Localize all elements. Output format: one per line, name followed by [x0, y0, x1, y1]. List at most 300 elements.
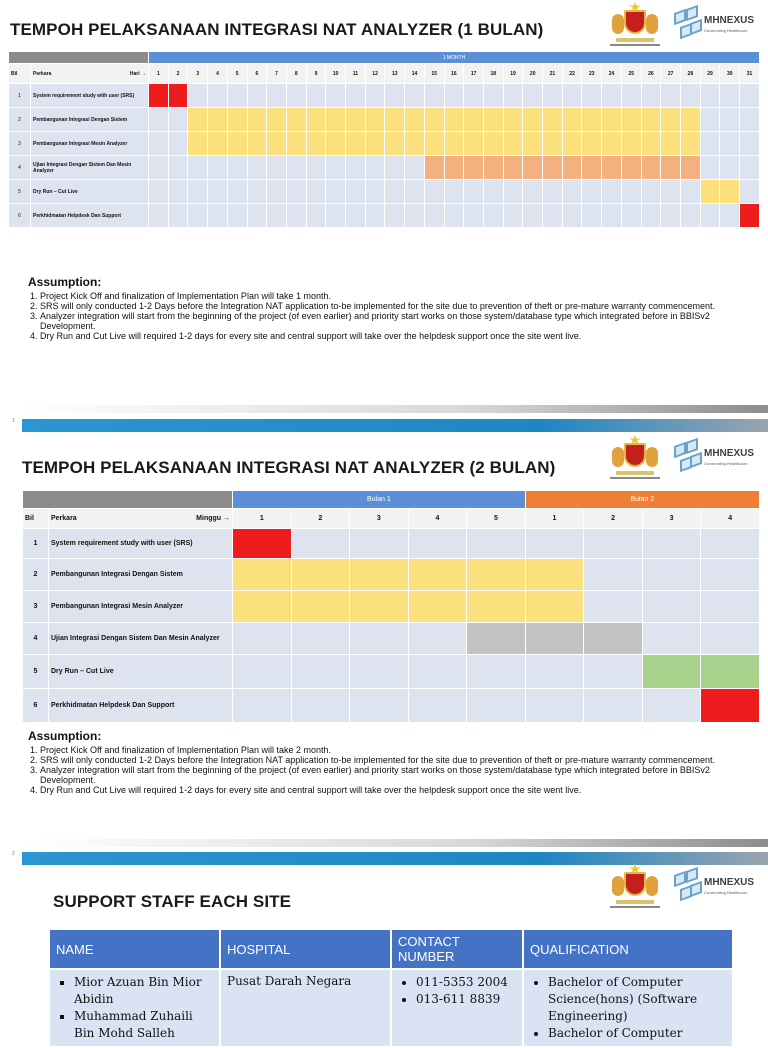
day-header: 24: [602, 64, 622, 84]
table-row: [9, 132, 760, 156]
gantt-cell: [326, 156, 346, 180]
gantt-cell: [584, 689, 643, 723]
gantt-cell: [642, 623, 701, 655]
gantt-bar-cell: [346, 108, 366, 132]
gantt-cell: [525, 529, 584, 559]
slide-1-title: TEMPOH PELAKSANAAN INTEGRASI NAT ANALYZER (1 BULAN): [10, 20, 544, 39]
support-staff-table: [48, 928, 734, 1048]
gantt-cell: [562, 180, 582, 204]
gantt-table-2month: [22, 490, 760, 723]
col-header-qualification: QUALIFICATION: [523, 929, 733, 969]
gantt-bar-cell: [291, 559, 350, 591]
gantt-cell: [680, 84, 700, 108]
gantt-cell: [149, 132, 169, 156]
gantt-bar-cell: [503, 156, 523, 180]
week-header: 3: [642, 509, 701, 529]
gantt-cell: [247, 156, 267, 180]
assumption-item: 2. SRS will only conducted 1-2 Days before the Integration NAT application to-be implemented for the site due to prevention of theft or pre-mature warranty commencement.: [40, 755, 738, 765]
gantt-cell: [405, 204, 425, 228]
assumption-block-2: [28, 729, 738, 795]
gantt-bar-cell: [503, 132, 523, 156]
staff-name: ▪ Mior Azuan Bin Mior Abidin: [74, 974, 213, 1008]
gantt-bar-cell: [350, 591, 409, 623]
task-name: Perkhidmatan Helpdesk Dan Support: [49, 689, 233, 723]
mhnexus-cube-icon: [672, 869, 702, 907]
gantt-bar-cell: [543, 132, 563, 156]
gantt-cell: [326, 180, 346, 204]
gantt-bar-cell: [247, 108, 267, 132]
day-header: 19: [503, 64, 523, 84]
gantt-bar-cell: [621, 156, 641, 180]
task-number: 4: [9, 156, 31, 180]
gantt-cell: [483, 204, 503, 228]
gantt-bar-cell: [286, 108, 306, 132]
assumption-block-1: [28, 275, 738, 341]
gantt-cell: [385, 180, 405, 204]
gantt-cell: [483, 84, 503, 108]
task-number: 6: [23, 689, 49, 723]
day-header: 25: [621, 64, 641, 84]
gantt-bar-cell: [582, 156, 602, 180]
gantt-cell: [582, 204, 602, 228]
gantt-cell: [405, 156, 425, 180]
table-row: [9, 108, 760, 132]
cell-contacts: [391, 969, 523, 1047]
gantt-cell: [424, 180, 444, 204]
gantt-cell: [365, 180, 385, 204]
gantt-bar-cell: [661, 156, 681, 180]
gantt-cell: [562, 84, 582, 108]
table-row: [9, 180, 760, 204]
task-name: Dry Run – Cut Live: [31, 180, 149, 204]
table-row: [23, 559, 760, 591]
gantt-cell: [701, 529, 760, 559]
day-header: 29: [700, 64, 720, 84]
gantt-cell: [286, 84, 306, 108]
gantt-cell: [720, 108, 740, 132]
gantt-cell: [740, 108, 760, 132]
gantt-cell: [464, 84, 484, 108]
gantt-bar-cell: [326, 132, 346, 156]
gantt-cell: [621, 204, 641, 228]
task-name: Pembangunan Integrasi Dengan Sistem: [49, 559, 233, 591]
gantt-bar-cell: [525, 591, 584, 623]
gantt-cell: [641, 204, 661, 228]
task-number: 1: [23, 529, 49, 559]
task-number: 2: [23, 559, 49, 591]
task-name: Pembangunan Integrasi Dengan Sistem: [31, 108, 149, 132]
gantt-cell: [467, 689, 526, 723]
gantt-cell: [385, 84, 405, 108]
assumption-item: 2. SRS will only conducted 1-2 Days before the Integration NAT application to-be implemented for the site due to prevention of theft or pre-mature warranty commencement.: [40, 301, 738, 311]
gantt-bar-cell: [602, 108, 622, 132]
gantt-cell: [720, 156, 740, 180]
day-header: 18: [483, 64, 503, 84]
gantt-bar-cell: [350, 559, 409, 591]
slide-divider-bar: [22, 852, 768, 865]
gantt-bar-cell: [543, 156, 563, 180]
gantt-bar-cell: [602, 156, 622, 180]
cell-names: [49, 969, 220, 1047]
gantt-cell: [188, 84, 208, 108]
mhnexus-name: MHNEXUS: [704, 448, 755, 459]
assumption-heading: Assumption:: [28, 729, 102, 743]
gantt-bar-cell: [582, 132, 602, 156]
col-perkara-label: Perkara: [51, 515, 77, 522]
gantt-cell: [286, 180, 306, 204]
gantt-bar-cell: [602, 132, 622, 156]
day-header: 3: [188, 64, 208, 84]
header-blank: [9, 52, 149, 64]
gantt-bar-cell: [408, 591, 467, 623]
assumption-list: [28, 745, 738, 795]
gantt-cell: [385, 156, 405, 180]
gantt-bar-cell: [701, 689, 760, 723]
gantt-cell: [641, 84, 661, 108]
col-header-hospital: HOSPITAL: [220, 929, 391, 969]
gantt-bar-cell: [365, 132, 385, 156]
gantt-cell: [701, 559, 760, 591]
col-header-contact: CONTACT NUMBER: [391, 929, 523, 969]
gantt-cell: [233, 623, 292, 655]
task-number: 5: [23, 655, 49, 689]
gantt-bar-cell: [267, 132, 287, 156]
gantt-cell: [543, 204, 563, 228]
day-header: 15: [424, 64, 444, 84]
gantt-bar-cell: [680, 156, 700, 180]
gantt-cell: [168, 132, 188, 156]
gantt-bar-cell: [267, 108, 287, 132]
gantt-cell: [584, 529, 643, 559]
gantt-bar-cell: [306, 132, 326, 156]
gantt-bar-cell: [385, 132, 405, 156]
week-header: 4: [408, 509, 467, 529]
week-header: 3: [350, 509, 409, 529]
day-header: 17: [464, 64, 484, 84]
assumption-item: 4. Dry Run and Cut Live will required 1-2 days for every site and central support will take over the helpdesk support once the site went live.: [40, 331, 738, 341]
gantt-cell: [523, 204, 543, 228]
gantt-bar-cell: [149, 84, 169, 108]
gantt-bar-cell: [464, 156, 484, 180]
mhnexus-tagline: Connecting Healthcare: [704, 461, 748, 466]
gantt-cell: [584, 655, 643, 689]
gantt-cell: [306, 84, 326, 108]
task-number: 6: [9, 204, 31, 228]
gantt-bar-cell: [562, 108, 582, 132]
gantt-cell: [247, 180, 267, 204]
qualification: • Bachelor of Computer: [548, 1025, 726, 1042]
col-header-name: NAME: [49, 929, 220, 969]
mhnexus-logo: [672, 440, 754, 478]
gantt-cell: [720, 132, 740, 156]
gantt-bar-cell: [582, 108, 602, 132]
table-row: [49, 969, 733, 1047]
day-header: 10: [326, 64, 346, 84]
gantt-bar-cell: [642, 655, 701, 689]
gantt-bar-cell: [701, 655, 760, 689]
gantt-bar-cell: [424, 156, 444, 180]
gantt-cell: [188, 204, 208, 228]
gantt-cell: [365, 84, 385, 108]
header-blank: [23, 491, 233, 509]
gantt-cell: [444, 84, 464, 108]
gantt-cell: [701, 591, 760, 623]
gantt-bar-cell: [523, 132, 543, 156]
gantt-bar-cell: [233, 559, 292, 591]
gantt-cell: [168, 108, 188, 132]
assumption-list: [28, 291, 738, 341]
malaysia-crest-icon: [606, 866, 664, 910]
gantt-cell: [424, 84, 444, 108]
mhnexus-logo: [672, 7, 754, 45]
gantt-cell: [621, 84, 641, 108]
day-header: 7: [267, 64, 287, 84]
gantt-cell: [208, 204, 228, 228]
gantt-bar-cell: [408, 559, 467, 591]
gantt-cell: [291, 623, 350, 655]
gantt-cell: [700, 132, 720, 156]
gantt-header-row: [9, 52, 760, 64]
day-header: 1: [149, 64, 169, 84]
gantt-bar-cell: [208, 132, 228, 156]
gantt-bar-cell: [562, 156, 582, 180]
gantt-cell: [661, 204, 681, 228]
gantt-cell: [405, 180, 425, 204]
day-header: 5: [227, 64, 247, 84]
mhnexus-name: MHNEXUS: [704, 877, 755, 888]
gantt-bar-cell: [483, 132, 503, 156]
task-name: Ujian Integrasi Dengan Sistem Dan Mesin Analyzer: [31, 156, 149, 180]
gantt-cell: [642, 591, 701, 623]
gantt-cell: [227, 156, 247, 180]
day-header: 21: [543, 64, 563, 84]
gantt-cell: [227, 180, 247, 204]
task-number: 2: [9, 108, 31, 132]
gantt-column-row: [9, 64, 760, 84]
gantt-bar-cell: [523, 108, 543, 132]
gantt-cell: [467, 655, 526, 689]
task-number: 3: [9, 132, 31, 156]
gantt-cell: [306, 180, 326, 204]
table-row: [23, 623, 760, 655]
gantt-cell: [227, 204, 247, 228]
gantt-cell: [188, 180, 208, 204]
table-row: [23, 689, 760, 723]
gantt-cell: [208, 156, 228, 180]
gantt-column-row: [23, 509, 760, 529]
gantt-bar-cell: [233, 529, 292, 559]
gantt-cell: [740, 132, 760, 156]
gantt-bar-cell: [306, 108, 326, 132]
gantt-bar-cell: [720, 180, 740, 204]
gantt-cell: [350, 529, 409, 559]
gantt-cell: [227, 84, 247, 108]
gantt-cell: [641, 180, 661, 204]
gantt-cell: [408, 655, 467, 689]
assumption-heading: Assumption:: [28, 275, 102, 289]
task-number: 1: [9, 84, 31, 108]
gantt-cell: [408, 689, 467, 723]
gantt-cell: [602, 84, 622, 108]
gantt-bar-cell: [444, 108, 464, 132]
gantt-cell: [188, 156, 208, 180]
gantt-cell: [503, 84, 523, 108]
gantt-bar-cell: [661, 108, 681, 132]
gantt-cell: [149, 180, 169, 204]
cell-hospital: Pusat Darah Negara: [220, 969, 391, 1047]
gantt-cell: [365, 156, 385, 180]
gantt-cell: [306, 156, 326, 180]
gantt-cell: [168, 180, 188, 204]
gantt-cell: [444, 180, 464, 204]
malaysia-crest-icon: [606, 4, 664, 48]
gantt-bar-cell: [700, 180, 720, 204]
period-label: 1 MONTH: [149, 52, 760, 64]
gantt-cell: [291, 655, 350, 689]
mhnexus-name: MHNEXUS: [704, 15, 755, 26]
day-header: 9: [306, 64, 326, 84]
gantt-cell: [700, 108, 720, 132]
gantt-cell: [523, 180, 543, 204]
gantt-bar-cell: [523, 156, 543, 180]
gantt-cell: [467, 529, 526, 559]
task-number: 3: [23, 591, 49, 623]
day-header: 31: [740, 64, 760, 84]
gantt-cell: [584, 591, 643, 623]
logo-group: [606, 437, 754, 481]
gantt-cell: [365, 204, 385, 228]
day-header: 22: [562, 64, 582, 84]
gantt-cell: [582, 84, 602, 108]
gantt-cell: [267, 180, 287, 204]
gantt-bar-cell: [483, 156, 503, 180]
week-header: 1: [233, 509, 292, 529]
gantt-cell: [149, 156, 169, 180]
col-perkara: [49, 509, 233, 529]
assumption-item: 4. Dry Run and Cut Live will required 1-2 days for every site and central support will take over the helpdesk support once the site went live.: [40, 785, 738, 795]
col-hari-label: Hari →: [129, 70, 146, 77]
task-name: System requirement study with user (SRS): [49, 529, 233, 559]
gantt-cell: [582, 180, 602, 204]
gantt-cell: [700, 156, 720, 180]
gantt-cell: [602, 204, 622, 228]
gantt-cell: [700, 84, 720, 108]
gantt-bar-cell: [464, 132, 484, 156]
table-row: [9, 84, 760, 108]
gantt-cell: [350, 689, 409, 723]
gantt-cell: [267, 156, 287, 180]
gantt-bar-cell: [424, 108, 444, 132]
gantt-cell: [408, 529, 467, 559]
gantt-cell: [286, 156, 306, 180]
gantt-cell: [233, 689, 292, 723]
day-header: 2: [168, 64, 188, 84]
gantt-cell: [621, 180, 641, 204]
gantt-cell: [523, 84, 543, 108]
gantt-cell: [503, 204, 523, 228]
gantt-bar-cell: [227, 108, 247, 132]
gantt-cell: [503, 180, 523, 204]
week-header: 2: [291, 509, 350, 529]
week-header: 1: [525, 509, 584, 529]
gantt-cell: [149, 204, 169, 228]
malaysia-crest-icon: [606, 437, 664, 481]
col-perkara: [31, 64, 149, 84]
qualification: • Bachelor of Computer Science(hons) (Software Engineering): [548, 974, 726, 1025]
gantt-cell: [543, 84, 563, 108]
staff-name: ▪ Muhammad Zuhaili Bin Mohd Salleh: [74, 1008, 213, 1042]
table-row: [9, 156, 760, 180]
gantt-cell: [267, 204, 287, 228]
contact-number: • 011-5353 2004: [416, 974, 516, 991]
gantt-table-1month: [8, 51, 760, 228]
gantt-bar-cell: [444, 156, 464, 180]
day-header: 12: [365, 64, 385, 84]
gantt-cell: [740, 84, 760, 108]
gantt-bar-cell: [621, 108, 641, 132]
gantt-cell: [346, 84, 366, 108]
gantt-bar-cell: [467, 559, 526, 591]
mhnexus-tagline: Connecting Healthcare: [704, 28, 748, 33]
gantt-bar-cell: [641, 132, 661, 156]
gantt-cell: [680, 180, 700, 204]
task-name: Pembangunan Integrasi Mesin Analyzer: [31, 132, 149, 156]
gantt-bar-cell: [503, 108, 523, 132]
gantt-cell: [525, 655, 584, 689]
logo-group: [606, 866, 754, 910]
task-name: System requirement study with user (SRS): [31, 84, 149, 108]
col-bil: Bil: [23, 509, 49, 529]
gantt-cell: [291, 529, 350, 559]
gantt-cell: [247, 84, 267, 108]
slide-divider-top: [22, 839, 768, 847]
gantt-bar-cell: [188, 108, 208, 132]
mhnexus-tagline: Connecting Healthcare: [704, 890, 748, 895]
mhnexus-cube-icon: [672, 440, 702, 478]
gantt-cell: [444, 204, 464, 228]
gantt-cell: [405, 84, 425, 108]
day-header: 26: [641, 64, 661, 84]
col-perkara-label: Perkara: [33, 70, 52, 77]
gantt-bar-cell: [326, 108, 346, 132]
gantt-bar-cell: [584, 623, 643, 655]
week-header: 2: [584, 509, 643, 529]
day-header: 27: [661, 64, 681, 84]
assumption-item: 1. Project Kick Off and finalization of Implementation Plan will take 1 month.: [40, 291, 738, 301]
gantt-cell: [642, 559, 701, 591]
gantt-cell: [464, 204, 484, 228]
gantt-cell: [602, 180, 622, 204]
gantt-cell: [208, 84, 228, 108]
gantt-cell: [700, 204, 720, 228]
day-header: 4: [208, 64, 228, 84]
gantt-cell: [584, 559, 643, 591]
table-row: [23, 591, 760, 623]
col-minggu-label: Minggu →: [196, 515, 230, 522]
gantt-bar-cell: [365, 108, 385, 132]
day-header: 30: [720, 64, 740, 84]
gantt-cell: [543, 180, 563, 204]
gantt-bar-cell: [385, 108, 405, 132]
day-header: 8: [286, 64, 306, 84]
gantt-bar-cell: [444, 132, 464, 156]
gantt-cell: [720, 84, 740, 108]
gantt-cell: [701, 623, 760, 655]
gantt-cell: [642, 529, 701, 559]
gantt-cell: [720, 204, 740, 228]
task-number: 4: [23, 623, 49, 655]
gantt-cell: [346, 204, 366, 228]
